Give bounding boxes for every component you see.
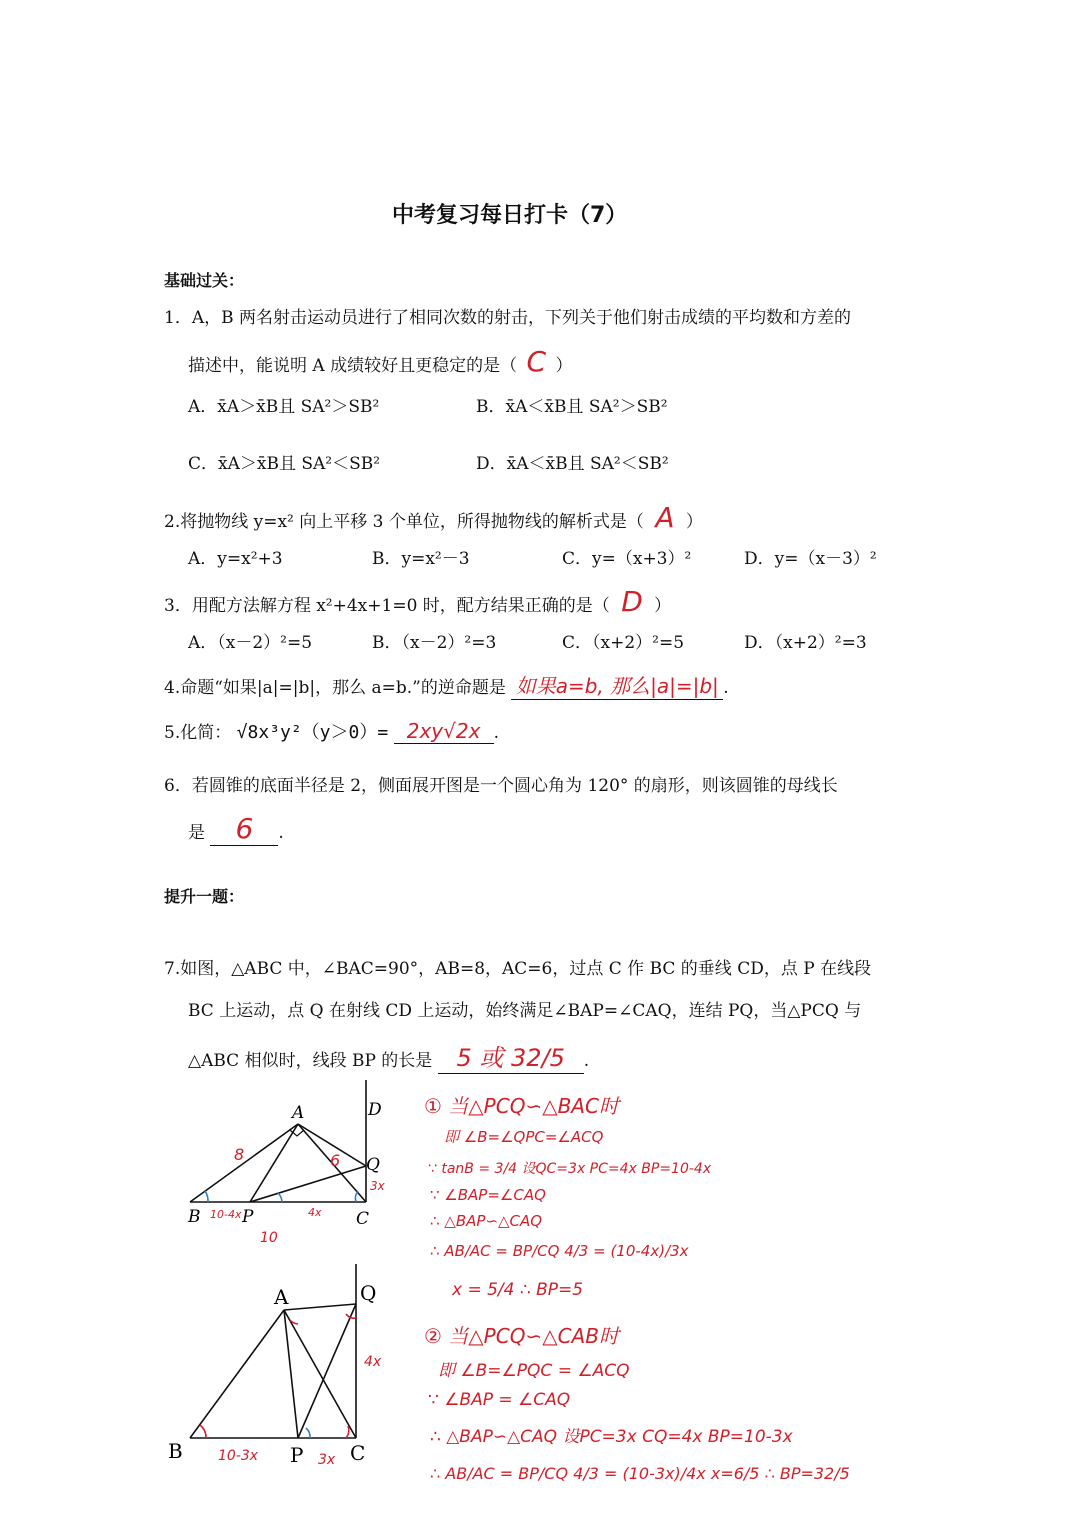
solution-line-7: x = 5/4 ∴ BP=5 [452, 1280, 584, 1300]
q7-answer-blank [438, 1038, 584, 1074]
fig1-side-cq: 3x [370, 1179, 385, 1193]
fig2-label-p: P [290, 1443, 304, 1467]
fig1-side-pc: 4x [308, 1206, 322, 1219]
q1-option-c: C．x̄A＞x̄B且 SA²＜SB² [188, 454, 381, 474]
fig2-label-c: C [350, 1441, 366, 1465]
page-title: 中考复习每日打卡（7） [392, 203, 628, 228]
q1-line1: 1．A，B 两名射击运动员进行了相同次数的射击，下列关于他们射击成绩的平均数和方差的 [164, 308, 851, 328]
fig1-label-b: B [188, 1207, 201, 1227]
q1-option-b: B．x̄A＜x̄B且 SA²＞SB² [476, 397, 668, 417]
q3-option-a: A．（x－2）²=5 [188, 633, 313, 653]
solution-line-2: 即 ∠B=∠QPC=∠ACQ [444, 1128, 604, 1146]
fig1-side-ac: 6 [330, 1151, 341, 1170]
q2-option-a: A．y=x²+3 [188, 549, 283, 569]
fig2-side-pc: 3x [318, 1452, 336, 1468]
q7-text: △ABC 相似时，线段 BP 的长是 [188, 1051, 433, 1071]
figure-1 [180, 1078, 410, 1248]
fig1-label-c: C [356, 1209, 370, 1229]
q5-line [164, 718, 499, 744]
fig1-label-d: D [368, 1100, 382, 1120]
solution-line-10: ∵ ∠BAP = ∠CAQ [428, 1390, 571, 1410]
q1-option-d: D．x̄A＜x̄B且 SA²＜SB² [476, 454, 669, 474]
solution-line-12: ∴ AB/AC = BP/CQ 4/3 = (10-3x)/4x x=6/5 ∴ BP=32/5 [430, 1464, 850, 1483]
q2-line [164, 501, 703, 534]
q7-line1: 7.如图，△ABC 中，∠BAC=90°，AB=8，AC=6，过点 C 作 BC 的垂线 CD，点 P 在线段 [164, 959, 872, 979]
q2-close: ） [685, 512, 703, 532]
q3-text: 3．用配方法解方程 x²+4x+1=0 时，配方结果正确的是（ [164, 596, 610, 616]
q3-answer: D [621, 585, 643, 618]
q4-text: 4.命题“如果|a|=|b|，那么 a=b.”的逆命题是 [164, 678, 506, 698]
q1-option-a: A．x̄A＞x̄B且 SA²＞SB² [188, 397, 380, 417]
q6-answer: 6 [235, 812, 254, 845]
q1-close: ） [555, 356, 573, 376]
q4-answer-blank [511, 670, 723, 700]
q4-end: . [723, 678, 729, 698]
q3-close: ） [654, 596, 672, 616]
q6-text: 是 [188, 823, 205, 843]
q6-answer-blank [210, 812, 278, 846]
q5-expression: √8x³y²（y＞0）= [236, 722, 389, 743]
solution-line-11: ∴ △BAP∽△CAQ 设PC=3x CQ=4x BP=10-3x [430, 1427, 793, 1447]
solution-line-8: ② 当△PCQ∽△CAB时 [424, 1324, 619, 1348]
q5-answer-blank [394, 719, 494, 744]
solution-line-5: ∴ △BAP∽△CAQ [430, 1212, 543, 1230]
fig1-label-q: Q [366, 1155, 380, 1175]
q7-answer: 5 或 32/5 [456, 1044, 565, 1072]
fig2-side-cq: 4x [364, 1354, 382, 1370]
q6-end: . [278, 823, 284, 843]
q5-end: . [493, 723, 499, 743]
q3-line [164, 585, 671, 618]
solution-line-3: ∵ tanB = 3/4 设QC=3x PC=4x BP=10-4x [428, 1161, 712, 1177]
fig1-side-bp: 10-4x [210, 1208, 242, 1221]
section-basic: 基础过关： [164, 271, 245, 290]
q5-text: 5.化简： [164, 723, 232, 743]
q3-option-b: B．（x－2）²=3 [372, 633, 497, 653]
fig1-side-bc: 10 [260, 1230, 278, 1246]
fig2-side-bp: 10-3x [218, 1448, 259, 1464]
q7-line3 [188, 1038, 589, 1074]
solution-line-9: 即 ∠B=∠PQC = ∠ACQ [438, 1361, 630, 1381]
q2-text: 2.将抛物线 y=x² 向上平移 3 个单位，所得抛物线的解析式是（ [164, 512, 644, 532]
q1-answer: C [526, 345, 547, 378]
fig2-label-b: B [168, 1439, 183, 1463]
solution-line-4: ∵ ∠BAP=∠CAQ [430, 1186, 546, 1204]
q1-text: 描述中，能说明 A 成绩较好且更稳定的是（ [188, 356, 518, 376]
q6-line2 [188, 812, 284, 846]
q6-line1: 6．若圆锥的底面半径是 2，侧面展开图是一个圆心角为 120° 的扇形，则该圆锥的母线长 [164, 776, 838, 796]
q3-option-d: D．（x+2）²=3 [744, 633, 867, 653]
section-advanced: 提升一题： [164, 887, 245, 906]
fig1-label-a: A [292, 1103, 305, 1123]
q2-option-d: D．y=（x－3）² [744, 549, 877, 569]
figure-2 [160, 1262, 400, 1472]
q7-end: . [583, 1051, 590, 1071]
q2-option-c: C．y=（x+3）² [562, 549, 692, 569]
q5-answer: 2xy√2x [406, 719, 481, 743]
q4-answer: 如果a=b, 那么|a|=|b| [515, 674, 719, 698]
q7-line2: BC 上运动，点 Q 在射线 CD 上运动，始终满足∠BAP=∠CAQ，连结 PQ，当△PCQ 与 [188, 1001, 862, 1021]
q2-answer: A [655, 501, 675, 534]
q2-option-b: B．y=x²－3 [372, 549, 470, 569]
fig2-label-q: Q [360, 1281, 377, 1305]
fig1-side-ab: 8 [234, 1145, 245, 1164]
solution-line-1: ① 当△PCQ∽△BAC时 [424, 1094, 619, 1118]
solution-line-6: ∴ AB/AC = BP/CQ 4/3 = (10-4x)/3x [430, 1242, 689, 1260]
fig2-label-a: A [274, 1285, 289, 1309]
q1-line2 [188, 345, 572, 378]
fig1-label-p: P [242, 1207, 254, 1227]
q3-option-c: C．（x+2）²=5 [562, 633, 685, 653]
q4-line [164, 670, 729, 700]
